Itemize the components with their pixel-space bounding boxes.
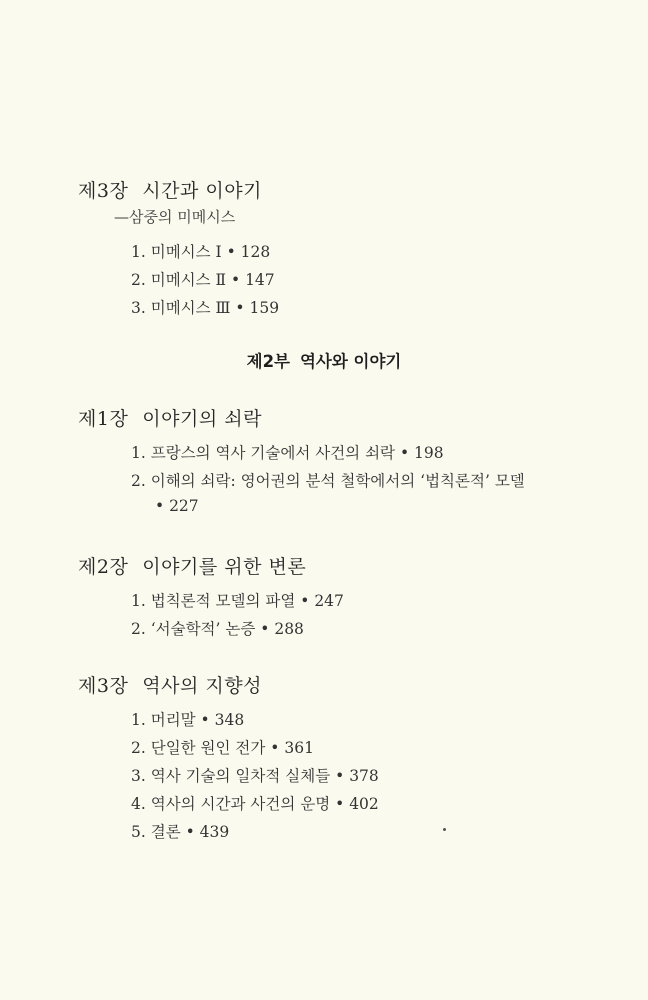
chapter-title: 이야기의 쇠락 [142, 408, 262, 430]
chapter-title: 역사의 지향성 [142, 675, 262, 697]
paper-speck [443, 828, 446, 831]
toc-entry: 2. 이해의 쇠락: 영어권의 분석 철학에서의 ‘법칙론적’ 모델 [131, 472, 525, 490]
toc-entry: 2. 단일한 원인 전가 • 361 [131, 739, 314, 757]
chapter-heading [78, 176, 262, 203]
toc-entry: 1. 프랑스의 역사 기술에서 사건의 쇠락 • 198 [131, 444, 444, 462]
part-title: 역사와 이야기 [299, 352, 402, 371]
chapter-number: 제2장 [78, 556, 129, 578]
chapter-heading [78, 552, 306, 579]
toc-entry: 5. 결론 • 439 [131, 823, 230, 841]
toc-entry: 2. ‘서술학적’ 논증 • 288 [131, 620, 304, 638]
chapter-heading [78, 671, 262, 698]
chapter-subtitle: —삼중의 미메시스 [114, 208, 236, 226]
toc-entry: 1. 미메시스 Ⅰ • 128 [131, 243, 271, 261]
part-number: 제2부 [246, 352, 290, 371]
chapter-heading [78, 404, 262, 431]
toc-entry: 1. 법칙론적 모델의 파열 • 247 [131, 592, 344, 610]
toc-entry: 3. 역사 기술의 일차적 실체들 • 378 [131, 767, 379, 785]
toc-entry: 3. 미메시스 Ⅲ • 159 [131, 299, 280, 317]
toc-entry: 4. 역사의 시간과 사건의 운명 • 402 [131, 795, 379, 813]
toc-entry-continuation: • 227 [155, 497, 199, 515]
chapter-title: 시간과 이야기 [142, 180, 262, 202]
part-heading [0, 348, 648, 372]
toc-entry: 2. 미메시스 Ⅱ • 147 [131, 271, 275, 289]
chapter-number: 제1장 [78, 408, 129, 430]
chapter-number: 제3장 [78, 180, 129, 202]
toc-entry: 1. 머리말 • 348 [131, 711, 245, 729]
chapter-number: 제3장 [78, 675, 129, 697]
chapter-title: 이야기를 위한 변론 [142, 556, 307, 578]
